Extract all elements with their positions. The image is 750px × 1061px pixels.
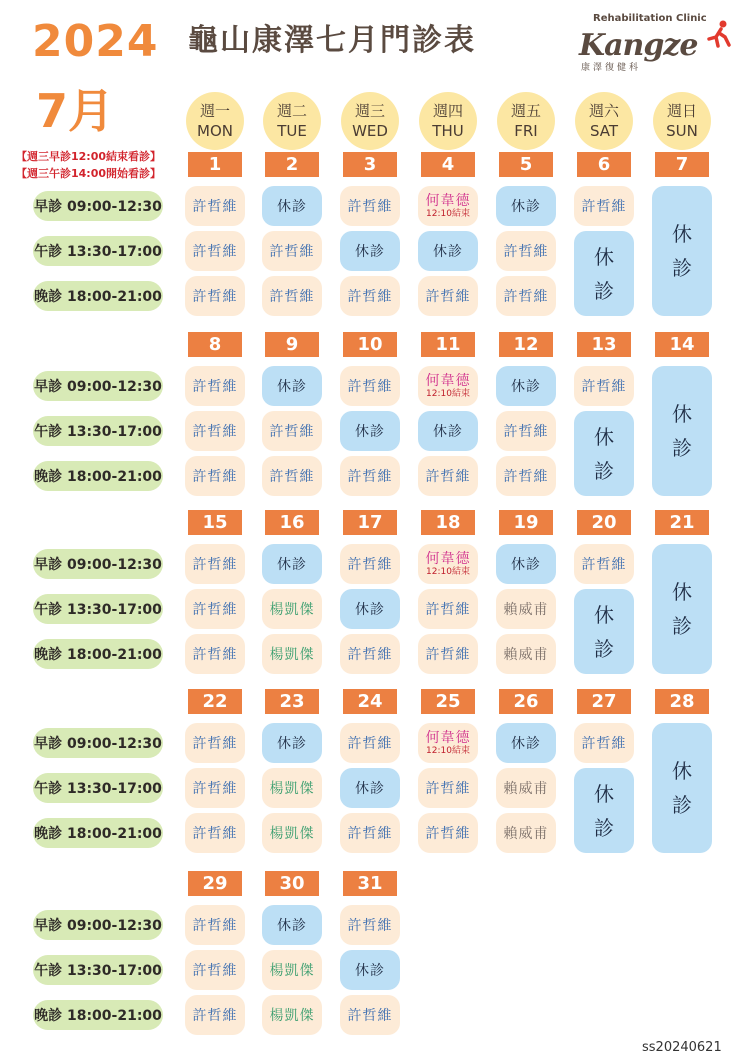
- doctor-cell: 許哲維: [418, 456, 478, 496]
- closed-char: 診: [672, 436, 692, 460]
- day-header-zh: 週六: [588, 102, 619, 120]
- clinic-logo: [575, 12, 735, 72]
- closed-char: 診: [672, 256, 692, 280]
- doctor-cell: [418, 544, 478, 584]
- closed-cell: 休診: [340, 950, 400, 990]
- doctor-cell: 楊凱傑: [262, 813, 322, 853]
- date-box: 11: [421, 332, 475, 357]
- doctor-cell: 許哲維: [185, 186, 245, 226]
- doctor-cell: 許哲維: [340, 366, 400, 406]
- doctor-cell: 許哲維: [262, 456, 322, 496]
- logo-subtitle: Rehabilitation Clinic: [593, 13, 707, 24]
- doctor-cell: 許哲維: [340, 813, 400, 853]
- closed-cell: 休診: [496, 723, 556, 763]
- session-label: 晚診 18:00-21:00: [33, 639, 163, 669]
- date-box: 27: [577, 689, 631, 714]
- sun-closed-block: [652, 186, 712, 316]
- doctor-cell: 許哲維: [418, 276, 478, 316]
- date-box: 9: [265, 332, 319, 357]
- doctor-cell: 許哲維: [418, 813, 478, 853]
- session-label: 午診 13:30-17:00: [33, 773, 163, 803]
- day-header-zh: 週一: [199, 102, 230, 120]
- doctor-cell: 許哲維: [185, 768, 245, 808]
- closed-cell: 休診: [262, 905, 322, 945]
- doctor-cell: 許哲維: [185, 411, 245, 451]
- closed-cell: 休診: [262, 186, 322, 226]
- session-label: 晚診 18:00-21:00: [33, 281, 163, 311]
- closed-cell: 休診: [340, 768, 400, 808]
- doctor-cell: 賴威甫: [496, 589, 556, 629]
- closed-cell: 休診: [340, 231, 400, 271]
- sat-closed-block: [574, 231, 634, 316]
- date-box: 22: [188, 689, 242, 714]
- closed-char: 休: [672, 222, 692, 246]
- doctor-cell: 楊凱傑: [262, 950, 322, 990]
- doctor-cell: 許哲維: [340, 634, 400, 674]
- doctor-cell: 許哲維: [185, 366, 245, 406]
- doctor-cell: 許哲維: [340, 723, 400, 763]
- year-label: 2024: [32, 16, 159, 67]
- doctor-cell: 許哲維: [185, 231, 245, 271]
- closed-char: 診: [594, 815, 614, 840]
- doctor-cell: 許哲維: [496, 456, 556, 496]
- closed-char: 休: [594, 781, 614, 806]
- date-box: 17: [343, 510, 397, 535]
- doctor-cell: 許哲維: [418, 589, 478, 629]
- date-box: 19: [499, 510, 553, 535]
- doctor-cell: 許哲維: [340, 456, 400, 496]
- session-label: 早診 09:00-12:30: [33, 728, 163, 758]
- date-box: 20: [577, 510, 631, 535]
- closed-char: 休: [672, 759, 692, 783]
- doctor-cell: 許哲維: [185, 905, 245, 945]
- end-time-note: 12:10結束: [426, 745, 470, 756]
- doctor-cell: 許哲維: [340, 995, 400, 1035]
- closed-char: 休: [672, 580, 692, 604]
- doctor-cell: 許哲維: [340, 544, 400, 584]
- doctor-cell: 許哲維: [574, 544, 634, 584]
- doctor-cell: 楊凱傑: [262, 768, 322, 808]
- date-box: 10: [343, 332, 397, 357]
- doctor-cell: 許哲維: [574, 723, 634, 763]
- note-wed-morning: 【週三早診12:00結束看診】: [16, 150, 162, 163]
- note-wed-afternoon: 【週三午診14:00開始看診】: [16, 167, 162, 180]
- version-code: ss20240621: [642, 1040, 722, 1055]
- sun-closed-block: [652, 544, 712, 674]
- session-label: 午診 13:30-17:00: [33, 416, 163, 446]
- doctor-cell: 賴威甫: [496, 768, 556, 808]
- date-box: 4: [421, 152, 475, 177]
- doctor-cell: 許哲維: [185, 813, 245, 853]
- day-header-sat: [575, 92, 633, 150]
- closed-char: 休: [594, 244, 614, 269]
- doctor-cell: 許哲維: [185, 995, 245, 1035]
- date-box: 7: [655, 152, 709, 177]
- date-box: 6: [577, 152, 631, 177]
- doctor-cell: 許哲維: [574, 186, 634, 226]
- doctor-name: 何韋德: [425, 372, 471, 389]
- doctor-cell: 賴威甫: [496, 813, 556, 853]
- doctor-cell: [418, 723, 478, 763]
- doctor-cell: 許哲維: [418, 634, 478, 674]
- closed-char: 診: [594, 458, 614, 483]
- date-box: 29: [188, 871, 242, 896]
- day-header-en: SAT: [589, 122, 619, 140]
- day-header-zh: 週四: [432, 102, 463, 120]
- session-label: 早診 09:00-12:30: [33, 191, 163, 221]
- session-label: 午診 13:30-17:00: [33, 594, 163, 624]
- day-header-zh: 週二: [276, 102, 307, 120]
- month-label: 7月: [36, 84, 115, 138]
- date-box: 28: [655, 689, 709, 714]
- date-box: 14: [655, 332, 709, 357]
- closed-cell: 休診: [496, 366, 556, 406]
- end-time-note: 12:10結束: [426, 388, 470, 399]
- session-label: 晚診 18:00-21:00: [33, 1000, 163, 1030]
- end-time-note: 12:10結束: [426, 208, 470, 219]
- doctor-cell: 許哲維: [185, 723, 245, 763]
- sun-closed-block: [652, 723, 712, 853]
- session-label: 午診 13:30-17:00: [33, 236, 163, 266]
- doctor-cell: 許哲維: [418, 768, 478, 808]
- session-label: 午診 13:30-17:00: [33, 955, 163, 985]
- doctor-cell: [418, 186, 478, 226]
- day-header-en: SUN: [666, 122, 698, 140]
- session-label: 早診 09:00-12:30: [33, 371, 163, 401]
- day-header-mon: [186, 92, 244, 150]
- date-box: 31: [343, 871, 397, 896]
- day-header-thu: [419, 92, 477, 150]
- doctor-cell: 楊凱傑: [262, 589, 322, 629]
- closed-cell: 休診: [262, 723, 322, 763]
- end-time-note: 12:10結束: [426, 566, 470, 577]
- closed-char: 休: [594, 602, 614, 627]
- day-header-fri: [497, 92, 555, 150]
- sat-closed-block: [574, 411, 634, 496]
- doctor-cell: 許哲維: [262, 231, 322, 271]
- doctor-cell: 許哲維: [496, 231, 556, 271]
- session-label: 晚診 18:00-21:00: [33, 818, 163, 848]
- closed-cell: 休診: [418, 231, 478, 271]
- date-box: 13: [577, 332, 631, 357]
- doctor-cell: 許哲維: [185, 589, 245, 629]
- closed-char: 診: [594, 278, 614, 303]
- doctor-cell: 許哲維: [340, 905, 400, 945]
- doctor-cell: 許哲維: [185, 456, 245, 496]
- date-box: 26: [499, 689, 553, 714]
- closed-cell: 休診: [340, 411, 400, 451]
- session-label: 晚診 18:00-21:00: [33, 461, 163, 491]
- date-box: 5: [499, 152, 553, 177]
- date-box: 12: [499, 332, 553, 357]
- day-header-tue: [263, 92, 321, 150]
- date-box: 3: [343, 152, 397, 177]
- date-box: 1: [188, 152, 242, 177]
- closed-char: 休: [594, 424, 614, 449]
- doctor-cell: 許哲維: [185, 950, 245, 990]
- day-header-en: WED: [352, 122, 388, 140]
- date-box: 16: [265, 510, 319, 535]
- page-title: 龜山康澤七月門診表: [188, 23, 476, 58]
- doctor-name: 何韋德: [425, 192, 471, 209]
- sat-closed-block: [574, 768, 634, 853]
- doctor-cell: 許哲維: [574, 366, 634, 406]
- date-box: 18: [421, 510, 475, 535]
- closed-cell: 休診: [262, 544, 322, 584]
- closed-char: 診: [594, 636, 614, 661]
- doctor-cell: 許哲維: [496, 276, 556, 316]
- doctor-cell: 賴威甫: [496, 634, 556, 674]
- doctor-cell: 許哲維: [185, 544, 245, 584]
- doctor-cell: 許哲維: [185, 276, 245, 316]
- doctor-cell: 許哲維: [340, 186, 400, 226]
- sat-closed-block: [574, 589, 634, 674]
- doctor-name: 何韋德: [425, 550, 471, 567]
- closed-char: 休: [672, 402, 692, 426]
- day-header-wed: [341, 92, 399, 150]
- day-header-zh: 週三: [354, 102, 385, 120]
- sun-closed-block: [652, 366, 712, 496]
- closed-char: 診: [672, 614, 692, 638]
- notes: [16, 148, 161, 182]
- doctor-cell: [418, 366, 478, 406]
- session-label: 早診 09:00-12:30: [33, 549, 163, 579]
- doctor-cell: 楊凱傑: [262, 995, 322, 1035]
- day-header-zh: 週日: [666, 102, 697, 120]
- closed-cell: 休診: [262, 366, 322, 406]
- day-header-sun: [653, 92, 711, 150]
- date-box: 15: [188, 510, 242, 535]
- date-box: 24: [343, 689, 397, 714]
- day-header-zh: 週五: [510, 102, 541, 120]
- day-header-en: THU: [432, 122, 464, 140]
- closed-cell: 休診: [496, 186, 556, 226]
- closed-cell: 休診: [418, 411, 478, 451]
- date-box: 23: [265, 689, 319, 714]
- day-header-en: FRI: [514, 122, 538, 140]
- doctor-name: 何韋德: [425, 729, 471, 746]
- closed-char: 診: [672, 793, 692, 817]
- logo-chinese: 康澤復健科: [581, 63, 642, 73]
- date-box: 8: [188, 332, 242, 357]
- day-header-en: MON: [197, 122, 233, 140]
- day-header-en: TUE: [277, 122, 307, 140]
- doctor-cell: 許哲維: [496, 411, 556, 451]
- closed-cell: 休診: [496, 544, 556, 584]
- session-label: 早診 09:00-12:30: [33, 910, 163, 940]
- logo-wordmark: Kangze: [579, 28, 698, 63]
- doctor-cell: 許哲維: [262, 276, 322, 316]
- doctor-cell: 許哲維: [340, 276, 400, 316]
- date-box: 2: [265, 152, 319, 177]
- doctor-cell: 許哲維: [262, 411, 322, 451]
- runner-icon: [707, 20, 733, 50]
- date-box: 30: [265, 871, 319, 896]
- closed-cell: 休診: [340, 589, 400, 629]
- doctor-cell: 許哲維: [185, 634, 245, 674]
- doctor-cell: 楊凱傑: [262, 634, 322, 674]
- date-box: 21: [655, 510, 709, 535]
- date-box: 25: [421, 689, 475, 714]
